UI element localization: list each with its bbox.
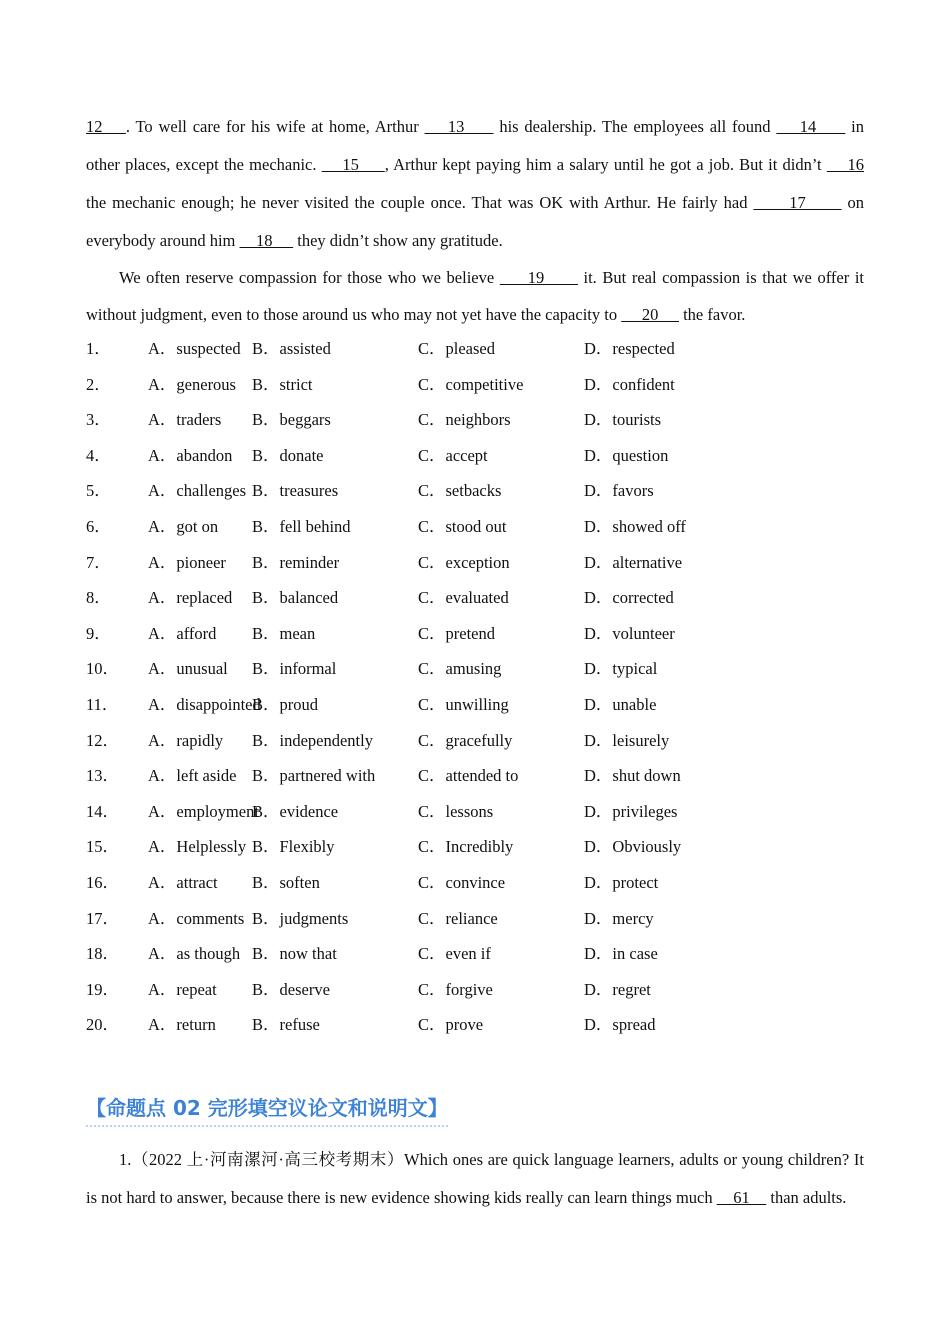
- passage-line: other places, except the mechanic. 15 , Arthur kept paying him a salary until he got a job. But it didn’t 16: [86, 155, 865, 174]
- option-row: [86, 545, 866, 581]
- question-number: 14．: [86, 801, 119, 821]
- option-b: B．independently: [252, 730, 373, 750]
- option-row: [86, 865, 866, 901]
- option-c: C．pleased: [418, 339, 495, 358]
- passage-line: without judgment, even to those around us who may not yet have the capacity to 20 the favor.: [86, 305, 746, 324]
- option-c: C．prove: [418, 1015, 484, 1035]
- question-number: 12．: [86, 730, 119, 750]
- option-d: D．alternative: [584, 552, 683, 572]
- option-b: B．refuse: [252, 1015, 320, 1035]
- question-number: 4．: [86, 445, 111, 465]
- passage-line: We often reserve compassion for those who we believe 19 it. But real compassion is that we offer it: [119, 268, 864, 287]
- option-a: A．abandon: [148, 445, 233, 465]
- option-a: A．return: [148, 1015, 216, 1035]
- option-row: [86, 794, 866, 830]
- blank-20: 20: [621, 305, 679, 324]
- answer-options-list: [86, 331, 866, 1043]
- option-row: [86, 473, 866, 509]
- option-d: D．leisurely: [584, 730, 670, 750]
- option-b: B．mean: [252, 623, 316, 643]
- question-number: 2．: [86, 374, 111, 394]
- option-b: B．proud: [252, 694, 318, 714]
- option-c: C．reliance: [418, 908, 498, 928]
- option-c: C．setbacks: [418, 481, 502, 501]
- question-intro: [86, 1141, 864, 1217]
- option-a: A．challenges: [148, 481, 247, 501]
- option-a: A．replaced: [148, 588, 233, 608]
- option-a: A．rapidly: [148, 730, 224, 750]
- option-a: A．disappointed: [148, 694, 261, 714]
- option-d: D．question: [584, 445, 669, 465]
- option-c: C．unwilling: [418, 694, 509, 714]
- question-number: 17．: [86, 908, 119, 928]
- question-number: 16．: [86, 872, 119, 892]
- option-b: B．strict: [252, 374, 313, 394]
- option-b: B．now that: [252, 944, 337, 964]
- passage-line: 12 . To well care for his wife at home, Arthur 13 his dealership. The employees all found 14 in: [86, 117, 865, 136]
- option-row: [86, 580, 866, 616]
- question-number: 18．: [86, 944, 119, 964]
- blank-17: 17: [753, 193, 842, 212]
- option-c: C．forgive: [418, 979, 493, 999]
- option-d: D．privileges: [584, 801, 678, 821]
- option-a: A．pioneer: [148, 552, 226, 572]
- question-number: 13．: [86, 766, 119, 786]
- blank-18: 18: [239, 231, 294, 250]
- option-c: C．convince: [418, 872, 506, 892]
- option-b: B．donate: [252, 445, 324, 465]
- option-row: [86, 758, 866, 794]
- option-row: [86, 402, 866, 438]
- question-number: 20．: [86, 1015, 119, 1035]
- question-number: 11．: [86, 694, 119, 714]
- option-d: D．in case: [584, 944, 658, 964]
- option-b: B．assisted: [252, 339, 331, 358]
- question-number: 3．: [86, 410, 111, 430]
- option-b: B．deserve: [252, 979, 330, 999]
- option-row: [86, 509, 866, 545]
- question-number: 8．: [86, 588, 111, 608]
- option-c: C．competitive: [418, 374, 524, 394]
- option-a: A．generous: [148, 374, 236, 394]
- option-b: B．soften: [252, 872, 320, 892]
- option-b: B．reminder: [252, 552, 340, 572]
- option-a: A．repeat: [148, 979, 217, 999]
- option-c: C．evaluated: [418, 588, 509, 608]
- option-a: A．as though: [148, 944, 241, 964]
- option-c: C．lessons: [418, 801, 494, 821]
- option-a: A．suspected: [148, 339, 241, 358]
- option-d: D．respected: [584, 339, 675, 358]
- option-c: C．stood out: [418, 516, 507, 536]
- option-d: D．protect: [584, 872, 659, 892]
- option-d: D．tourists: [584, 410, 662, 430]
- option-row: [86, 687, 866, 723]
- option-a: A．left aside: [148, 766, 237, 786]
- question-number: 1．: [86, 339, 111, 358]
- option-b: B．balanced: [252, 588, 339, 608]
- option-d: D．showed off: [584, 516, 686, 536]
- option-a: A．afford: [148, 623, 217, 643]
- option-c: C．Incredibly: [418, 837, 514, 857]
- option-c: C．pretend: [418, 623, 495, 643]
- option-d: D．favors: [584, 481, 654, 501]
- option-row: [86, 936, 866, 972]
- option-d: D．mercy: [584, 908, 654, 928]
- question-number: 10．: [86, 659, 119, 679]
- question-number: 5．: [86, 481, 111, 501]
- option-d: D．typical: [584, 659, 658, 679]
- option-c: C．gracefully: [418, 730, 513, 750]
- option-b: B．partnered with: [252, 766, 376, 786]
- option-row: [86, 331, 866, 367]
- option-row: [86, 829, 866, 865]
- question-number: 19．: [86, 979, 119, 999]
- option-d: D．Obviously: [584, 837, 682, 857]
- option-a: A．traders: [148, 410, 222, 430]
- option-b: B．Flexibly: [252, 837, 335, 857]
- passage-line: the mechanic enough; he never visited the couple once. That was OK with Arthur. He fairly had 17 on: [86, 193, 864, 212]
- passage-line: everybody around him 18 they didn’t show any gratitude.: [86, 231, 503, 250]
- option-a: A．got on: [148, 516, 219, 536]
- option-a: A．employment: [148, 801, 259, 821]
- option-d: D．unable: [584, 694, 657, 714]
- option-b: B．beggars: [252, 410, 331, 430]
- blank-15: 15: [321, 155, 385, 174]
- question-number: 15．: [86, 837, 119, 857]
- section-heading: 【命题点 02 完形填空议论文和说明文】: [86, 1092, 448, 1127]
- option-a: A．Helplessly: [148, 837, 247, 857]
- option-d: D．regret: [584, 979, 651, 999]
- blank-16: 16: [826, 155, 865, 174]
- option-c: C．attended to: [418, 766, 519, 786]
- option-b: B．judgments: [252, 908, 349, 928]
- option-c: C．neighbors: [418, 410, 511, 430]
- option-d: D．spread: [584, 1015, 656, 1035]
- option-row: [86, 367, 866, 403]
- option-a: A．comments: [148, 908, 245, 928]
- option-c: C．amusing: [418, 659, 502, 679]
- question-number: 9．: [86, 623, 111, 643]
- option-row: [86, 616, 866, 652]
- option-row: [86, 438, 866, 474]
- option-a: A．attract: [148, 872, 218, 892]
- option-d: D．confident: [584, 374, 675, 394]
- option-b: B．informal: [252, 659, 337, 679]
- option-row: [86, 972, 866, 1008]
- question-line: is not hard to answer, because there is new evidence showing kids really can learn things much 61 than adults.: [86, 1188, 847, 1207]
- option-c: C．exception: [418, 552, 510, 572]
- option-b: B．fell behind: [252, 516, 351, 536]
- passage-text: [86, 108, 864, 334]
- question-number: 6．: [86, 516, 111, 536]
- option-c: C．accept: [418, 445, 488, 465]
- option-b: B．treasures: [252, 481, 339, 501]
- blank-14: 14: [776, 117, 846, 136]
- option-a: A．unusual: [148, 659, 228, 679]
- blank-19: 19: [499, 268, 578, 287]
- blank-61: 61: [716, 1188, 767, 1207]
- blank-13: 13: [424, 117, 494, 136]
- option-row: [86, 1007, 866, 1043]
- option-c: C．even if: [418, 944, 491, 964]
- option-d: D．shut down: [584, 766, 681, 786]
- option-d: D．corrected: [584, 588, 674, 608]
- option-d: D．volunteer: [584, 623, 675, 643]
- option-row: [86, 651, 866, 687]
- blank-12: 12: [86, 117, 126, 136]
- option-b: B．evidence: [252, 801, 339, 821]
- option-row: [86, 901, 866, 937]
- option-row: [86, 723, 866, 759]
- question-number: 7．: [86, 552, 111, 572]
- question-line: 1.（2022 上·河南漯河·高三校考期末）Which ones are quick language learners, adults or young children? It: [119, 1150, 864, 1169]
